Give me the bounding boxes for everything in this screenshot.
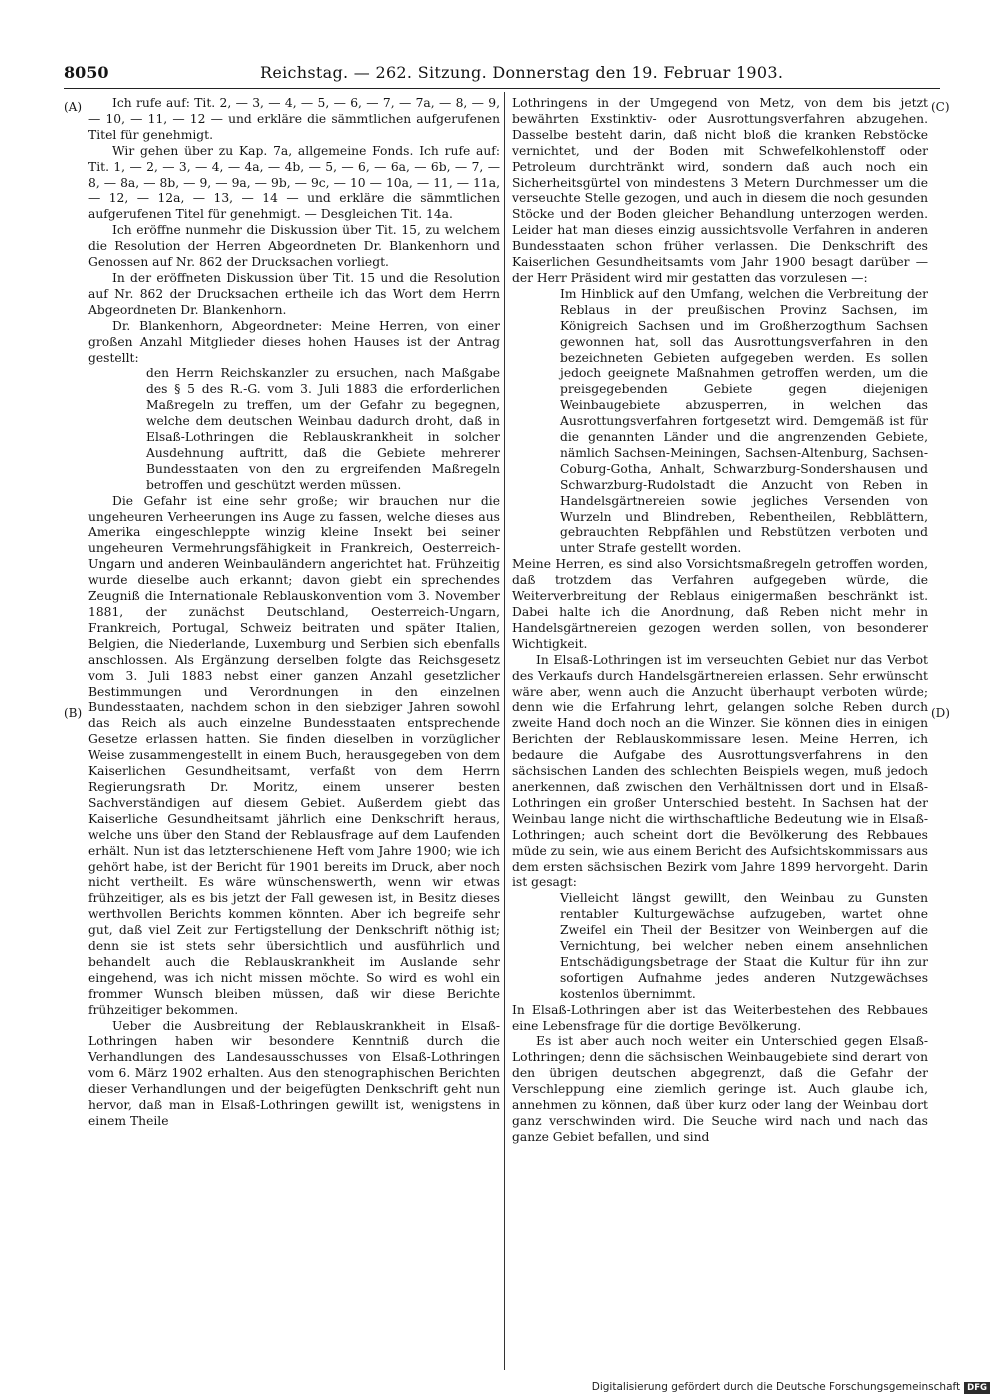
page-header [64, 62, 940, 84]
footer-text: Digitalisierung gefördert durch die Deutsche Forschungsgemeinschaft [591, 1381, 961, 1393]
margin-mark-d: (D) [931, 706, 950, 720]
report-quote: Vielleicht längst gewillt, den Weinbau zu Gunsten rentabler Kulturgewächse aufzugeben, wartet ohne Zweifel ein Theil der Besitzer von Weinbergen auf die Vernichtung, bei welcher neben einem ansehnlichen Entschädigungsbetrage der Staat die Kultur für ihn zur sofortigen Aufnahme jedes anderen Nutzgewächses kostenlos übernimmt. [560, 891, 928, 1001]
column-divider [504, 92, 505, 1370]
paragraph: In Elsaß-Lothringen ist im verseuchten Gebiet nur das Verbot des Verkaufs durch Handelsgärtnereien erlassen. Sehr erwünscht wäre aber, wenn auch die Anzucht überhaupt verboten würde; denn wie die Erfahrung lehrt, gelangen solche Reben durch zweite Hand doch noch an die Winzer. Sie können dies in einigen Berichten der Reblauskommissare lesen. Meine Herren, ich bedaure die Aufgabe des Ausrottungsverfahrens in den sächsischen Landen des schlechten Beispiels wegen, muß jedoch anerkennen, daß zwischen den Verhältnissen dort und in Elsaß-Lothringen ein großer Unterschied besteht. In Sachsen hat der Weinbau lange nicht die wirthschaftliche Bedeutung wie in Elsaß-Lothringen; auch scheint dort die Bevölkerung des Rebbaues müde zu sein, wie aus einem Bericht des Aufsichtskommissars aus dem ersten sächsischen Bezirk vom Jahre 1899 hervorgeht. Darin ist gesagt: [512, 652, 928, 890]
digitization-footer [592, 1381, 990, 1394]
paragraph: Die Gefahr ist eine sehr große; wir brauchen nur die ungeheuren Verheerungen ins Auge zu fassen, welche dieses aus Amerika eingeschleppte winzig kleine Insekt bei seiner ungeheuren Vermehrungsfähigkeit in Frankreich, Oesterreich-Ungarn und anderen Weinbauländern angerichtet hat. Frühzeitig wurde dieselbe auch erkannt; davon giebt ein sprechendes Zeugniß die Internationale Reblauskonvention vom 3. November 1881, der zunächst Deutschland, Oesterreich-Ungarn, Frankreich, Portugal, Schweiz beitraten und später Italien, Belgien, die Niederlande, Luxemburg und Serbien sich ebenfalls anschlossen. Als Ergänzung derselben folgte das Reichsgesetz vom 3. Juli 1883 nebst einer ganzen Anzahl gesetzlicher Bestimmungen und Verordnungen in den einzelnen Bundesstaaten, nachdem schon in den siebziger Jahren sowohl das Reich als auch einzelne Bundesstaaten entsprechende Gesetze erlassen hatten. Sie finden dieselben in vorzüglicher Weise zusammengestellt in einem Buch, herausgegeben von dem Kaiserlichen Gesundheitsamt, verfaßt von dem Herrn Regierungsrath Dr. Moritz, einem unserer besten Sachverständigen auf diesem Gebiet. Außerdem giebt das Kaiserliche Gesundheitsamt jährlich eine Denkschrift heraus, welche uns über den Stand der Reblausfrage auf dem Laufenden erhält. Nun ist das letzterschienene Heft vom Jahre 1900; wie ich gehört habe, ist der Bericht für 1901 bereits im Druck, aber noch nicht vertheilt. Es wäre wünschenswerth, wenn wir etwas frühzeitiger, als es bis jetzt der Fall gewesen ist, in Besitz dieses werthvollen Berichts kommen könnten. Aber ich begreife sehr gut, daß viel Zeit zur Fertigstellung der Denkschrift nöthig ist; denn sie ist stets sehr übersichtlich und ausführlich und behandelt auch die Reblauskrankheit im Auslande sehr eingehend, was ich nicht missen möchte. So wird es wohl ein frommer Wunsch bleiben müssen, daß wir diese Berichte frühzeitiger bekommen. [88, 493, 500, 1017]
dfg-logo: DFG [964, 1382, 990, 1394]
page-number: 8050 [64, 63, 109, 82]
margin-mark-b: (B) [64, 706, 83, 720]
right-column [512, 96, 928, 1146]
left-column [88, 96, 500, 1130]
paragraph: Meine Herren, es sind also Vorsichtsmaßregeln getroffen worden, daß trotzdem das Verfahren aufgegeben würde, die Weiterverbreitung der Reblaus einigermaßen beschränkt ist. Dabei halte ich die Anordnung, daß Reben nicht mehr in Handelsgärtnereien gezogen werden sollen, von besonderer Wichtigkeit. [512, 557, 928, 651]
running-title: Reichstag. — 262. Sitzung. Donnerstag den 19. Februar 1903. [260, 63, 784, 82]
paragraph: Ich rufe auf: Tit. 2, — 3, — 4, — 5, — 6, — 7, — 7a, — 8, — 9, — 10, — 11, — 12 — und erkläre die sämmtlichen aufgerufenen Titel für genehmigt. [88, 96, 500, 142]
speaker-paragraph: Dr. Blankenhorn, Abgeordneter: Meine Herren, von einer großen Anzahl Mitglieder dieses hohen Hauses ist der Antrag gestellt: [88, 318, 500, 365]
paragraph: Es ist aber auch noch weiter ein Unterschied gegen Elsaß-Lothringen; denn die sächsischen Weinbaugebiete sind derart von den übrigen deutschen abgegrenzt, daß die Gefahr der Verschleppung eine ziemlich geringe ist. Auch glaube ich, annehmen zu können, daß über kurz oder lang der Weinbau dort ganz verschwinden wird. Die Seuche wird nach und nach das ganze Gebiet befallen, und sind [512, 1034, 928, 1144]
paragraph: Ueber die Ausbreitung der Reblauskrankheit in Elsaß-Lothringen haben wir besondere Kenntniß durch die Verhandlungen des Landesausschusses von Elsaß-Lothringen vom 6. März 1902 erhalten. Aus den stenographischen Berichten dieser Verhandlungen und der beigefügten Denkschrift geht nun hervor, daß man in Elsaß-Lothringen gewillt ist, wenigstens in einem Theile [88, 1018, 500, 1128]
paragraph: Ich eröffne nunmehr die Diskussion über Tit. 15, zu welchem die Resolution der Herren Abgeordneten Dr. Blankenhorn und Genossen auf Nr. 862 der Drucksachen vorliegt. [88, 223, 500, 270]
paragraph: Wir gehen über zu Kap. 7a, allgemeine Fonds. Ich rufe auf: Tit. 1, — 2, — 3, — 4, — 4a, — 4b, — 5, — 6, — 6a, — 6b, — 7, — 8, — 8a, — 8b, — 9, — 9a, — 9b, — 9c, — 10 — 10a, — 11, — 11a, — 12, — 12a, — 13, — 14 — und erkläre die sämmtlichen aufgerufenen Titel für genehmigt. — Desgleichen Tit. 14a. [88, 143, 500, 222]
paragraph: In der eröffneten Diskussion über Tit. 15 und die Resolution auf Nr. 862 der Drucksachen ertheile ich das Wort dem Herrn Abgeordneten Dr. Blankenhorn. [88, 270, 500, 317]
memorandum-quote: Im Hinblick auf den Umfang, welchen die Verbreitung der Reblaus in der preußischen Provinz Sachsen, im Königreich Sachsen und im Großherzogthum Sachsen gewonnen hat, soll das Ausrottungsverfahren in den bezeichneten Gebieten aufgegeben werden. Es sollen jedoch geeignete Maßnahmen getroffen werden, um die preisgegebenden Gebiete gegen diejenigen Weinbaugebiete abzusperren, in welchen das Ausrottungsverfahren fortgesetzt wird. Demgemäß ist für die genannten Länder und die angrenzenden Gebiete, nämlich Sachsen-Meiningen, Sachsen-Altenburg, Sachsen-Coburg-Gotha, Anhalt, Schwarzburg-Sondershausen und Schwarzburg-Rudolstadt die Anzucht von Reben in Handelsgärtnereien sowie jegliches Versenden von Wurzeln und Blindreben, Rebentheilen, Rebblättern, gebrauchten Rebpfählen und Rebstützen verboten und unter Strafe gestellt worden. [560, 286, 928, 556]
motion-quote: den Herrn Reichskanzler zu ersuchen, nach Maßgabe des § 5 des R.-G. vom 3. Juli 1883 die erforderlichen Maßregeln zu treffen, um der Gefahr zu begegnen, welche dem deutschen Weinbau dadurch droht, daß in Elsaß-Lothringen die Reblauskrankheit in solcher Ausdehnung auftritt, daß die Gebiete mehrerer Bundesstaaten von den zu ergreifenden Maßregeln betroffen und geschützt werden müssen. [146, 366, 500, 492]
margin-mark-a: (A) [64, 100, 83, 114]
paragraph: Lothringens in der Umgegend von Metz, von dem bis jetzt bewährten Exstinktiv- oder Ausrottungsverfahren abzugehen. Dasselbe besteht darin, daß nicht bloß die kranken Rebstöcke vernichtet, und der Boden mit Schwefelkohlenstoff oder Petroleum durchtränkt wird, sondern daß auch noch ein Sicherheitsgürtel von mindestens 3 Metern Durchmesser um die verseuchte Stelle gezogen, und auch in diesem die noch gesunden Stöcke und der Boden gleicher Behandlung unterzogen werden. Leider hat man dieses einzig aussichtsvolle Verfahren in anderen Bundesstaaten schon früher verlassen. Die Denkschrift des Kaiserlichen Gesundheitsamts vom Jahr 1900 besagt darüber — der Herr Präsident wird mir gestatten das vorzulesen —: [512, 96, 928, 285]
paragraph: In Elsaß-Lothringen aber ist das Weiterbestehen des Rebbaues eine Lebensfrage für die dortige Bevölkerung. [512, 1002, 928, 1033]
margin-mark-c: (C) [931, 100, 950, 114]
header-rule [64, 88, 940, 89]
